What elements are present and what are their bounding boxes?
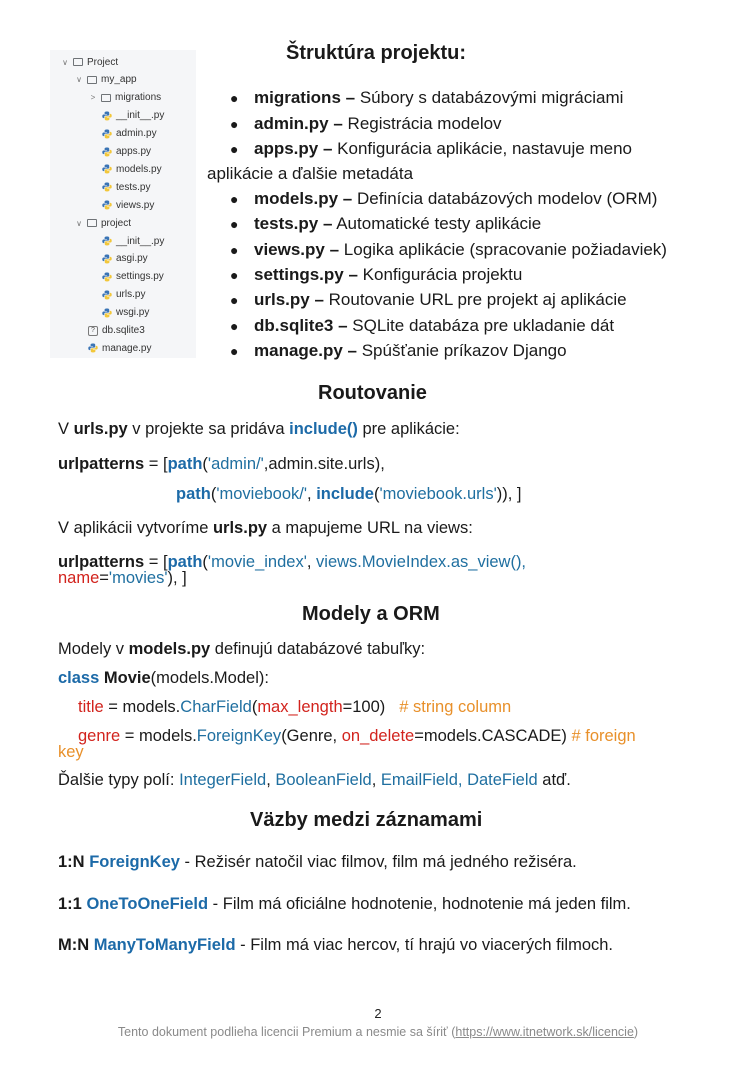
tree-item-label: admin.py	[116, 128, 157, 140]
bullet-item-desc: Registrácia modelov	[342, 114, 502, 133]
project-tree	[50, 50, 196, 358]
folder-icon	[87, 219, 97, 227]
structure-bullet	[230, 290, 627, 310]
tree-item-label: __init__.py	[116, 110, 165, 122]
tree-item-label: __init__.py	[116, 235, 165, 247]
structure-bullet	[230, 316, 614, 336]
tree-item[interactable]	[102, 287, 145, 303]
routing-app-intro: V aplikácii vytvoríme urls.py a mapujeme URL na views:	[58, 519, 473, 537]
python-file-icon	[102, 200, 112, 210]
python-file-icon	[102, 182, 112, 192]
tree-item[interactable]	[60, 54, 118, 70]
bullet-dot-icon: ●	[230, 191, 239, 207]
python-file-icon	[102, 147, 112, 157]
code-title-field: title = models.CharField(max_length=100) # string column	[78, 698, 512, 716]
bullet-dot-icon: ●	[230, 267, 239, 283]
relation-one-to-many: 1:N ForeignKey - Režisér natočil viac filmov, film má jedného režiséra.	[58, 853, 577, 871]
python-file-icon	[88, 343, 98, 353]
bullet-item-desc: Spúšťanie príkazov Django	[357, 341, 567, 360]
code-urlpatterns-project-line2: path('moviebook/', include('moviebook.urls')), ]	[176, 485, 522, 503]
tree-item[interactable]	[102, 251, 148, 267]
tree-item-label: settings.py	[116, 271, 164, 283]
bullet-dot-icon: ●	[230, 292, 239, 308]
bullet-item-desc: Konfigurácia projektu	[357, 265, 523, 284]
tree-item-label: manage.py	[102, 342, 152, 354]
code-genre-comment-wrap: key	[58, 743, 84, 761]
python-file-icon	[102, 254, 112, 264]
bullet-dot-icon: ●	[230, 318, 239, 334]
tree-item-label: models.py	[116, 163, 162, 175]
bullet-item-name: admin.py –	[254, 114, 343, 133]
relations-title: Väzby medzi záznamami	[250, 809, 483, 831]
code-urlpatterns-app-line2: name='movies'), ]	[58, 569, 187, 587]
bullet-item-name: migrations –	[254, 88, 356, 107]
structure-bullet	[230, 139, 632, 159]
python-file-icon	[102, 236, 112, 246]
bullet-dot-icon: ●	[230, 90, 239, 106]
bullet-dot-icon: ●	[230, 343, 239, 359]
bullet-item-desc: SQLite databáza pre ukladanie dát	[347, 316, 615, 335]
apps-continuation: aplikácie a ďalšie metadáta	[207, 164, 414, 183]
python-file-icon	[102, 308, 112, 318]
bullet-item-desc: Automatické testy aplikácie	[332, 214, 542, 233]
tree-item[interactable]	[102, 305, 149, 321]
python-file-icon	[102, 272, 112, 282]
bullet-item-desc: Routovanie URL pre projekt aj aplikácie	[323, 290, 627, 309]
python-file-icon	[102, 111, 112, 121]
tree-item-label: my_app	[101, 74, 137, 86]
code-class-movie: class Movie(models.Model):	[58, 669, 269, 687]
other-field-types: Ďalšie typy polí: IntegerField, BooleanField, EmailField, DateField atď.	[58, 771, 571, 789]
tree-item-label: wsgi.py	[116, 307, 150, 319]
folder-icon	[87, 76, 97, 84]
tree-item[interactable]	[102, 269, 164, 285]
tree-item-label: views.py	[116, 199, 155, 211]
bullet-item-name: db.sqlite3 –	[254, 316, 348, 335]
bullet-item-name: apps.py –	[254, 139, 333, 158]
code-urlpatterns-app-line1: urlpatterns = [path('movie_index', views.MovieIndex.as_view(),	[58, 553, 527, 571]
folder-icon	[73, 58, 83, 66]
tree-item[interactable]	[102, 233, 164, 249]
chevron-right-icon[interactable]: >	[90, 93, 96, 103]
bullet-item-desc: Konfigurácia aplikácie, nastavuje meno	[332, 139, 632, 158]
tree-item-label: apps.py	[116, 146, 152, 157]
tree-item[interactable]	[102, 108, 164, 124]
python-file-icon	[102, 164, 112, 174]
tree-item[interactable]	[102, 197, 154, 213]
bullet-item-name: models.py –	[254, 189, 353, 208]
tree-item-label: db.sqlite3	[102, 325, 145, 336]
tree-item-label: asgi.py	[116, 253, 148, 265]
tree-item[interactable]	[88, 323, 145, 339]
tree-item[interactable]	[88, 90, 161, 106]
structure-title: Štruktúra projektu:	[286, 42, 467, 64]
tree-item-label: migrations	[115, 92, 162, 104]
structure-bullet	[230, 88, 623, 108]
bullet-item-desc: Logika aplikácie (spracovanie požiadaviek)	[339, 240, 667, 259]
python-file-icon	[102, 129, 112, 139]
bullet-item-name: manage.py –	[254, 341, 357, 360]
structure-bullet	[230, 114, 502, 134]
bullet-dot-icon: ●	[230, 116, 239, 132]
tree-item-label: project	[101, 217, 132, 229]
unknown-file-icon: ?	[88, 326, 98, 336]
models-intro: Modely v models.py definujú databázové tabuľky:	[58, 640, 426, 658]
tree-item[interactable]	[74, 215, 131, 231]
tree-item-label: urls.py	[116, 289, 146, 301]
bullet-dot-icon: ●	[230, 242, 239, 258]
chevron-down-icon[interactable]: ∨	[62, 57, 68, 67]
license-link[interactable]: https://www.itnetwork.sk/licencie	[455, 1025, 634, 1039]
license-notice: Tento dokument podlieha licencii Premium a nesmie sa šíriť (https://www.itnetwork.sk/licencie)	[117, 1025, 639, 1039]
relation-many-to-many: M:N ManyToManyField - Film má viac hercov, tí hrajú vo viacerých filmoch.	[58, 936, 614, 954]
bullet-item-name: settings.py –	[254, 265, 358, 284]
tree-item[interactable]	[74, 72, 137, 88]
tree-item-label: tests.py	[116, 181, 151, 193]
code-genre-field: genre = models.ForeignKey(Genre, on_delete=models.CASCADE) # foreign	[78, 727, 636, 745]
python-file-icon	[102, 290, 112, 300]
tree-item-label: Project	[87, 56, 119, 68]
bullet-item-name: tests.py –	[254, 214, 333, 233]
structure-bullet	[230, 265, 522, 285]
tree-item[interactable]	[102, 179, 150, 195]
relation-one-to-one: 1:1 OneToOneField - Film má oficiálne hodnotenie, hodnotenie má jeden film.	[58, 895, 631, 913]
folder-icon	[101, 94, 111, 102]
routing-intro: V urls.py v projekte sa pridáva include() pre aplikácie:	[58, 420, 460, 438]
bullet-dot-icon: ●	[230, 141, 239, 157]
page-number: 2	[374, 1006, 382, 1021]
structure-bullet	[230, 341, 567, 361]
chevron-down-icon[interactable]: ∨	[76, 75, 82, 85]
tree-item[interactable]	[102, 126, 157, 142]
bullet-item-name: urls.py –	[254, 290, 324, 309]
models-title: Modely a ORM	[302, 603, 440, 625]
structure-bullet	[230, 214, 541, 234]
bullet-item-desc: Definícia databázových modelov (ORM)	[352, 189, 658, 208]
tree-item[interactable]	[88, 340, 151, 356]
code-urlpatterns-project-line1: urlpatterns = [path('admin/',admin.site.urls),	[58, 455, 385, 473]
routing-title: Routovanie	[318, 382, 427, 404]
bullet-item-name: views.py –	[254, 240, 340, 259]
chevron-down-icon[interactable]: ∨	[76, 218, 82, 228]
tree-item[interactable]	[102, 161, 162, 177]
tree-item[interactable]	[102, 144, 151, 160]
bullet-item-desc: Súbory s databázovými migráciami	[355, 88, 624, 107]
structure-bullet	[230, 240, 667, 260]
bullet-dot-icon: ●	[230, 216, 239, 232]
structure-bullet	[230, 189, 657, 209]
